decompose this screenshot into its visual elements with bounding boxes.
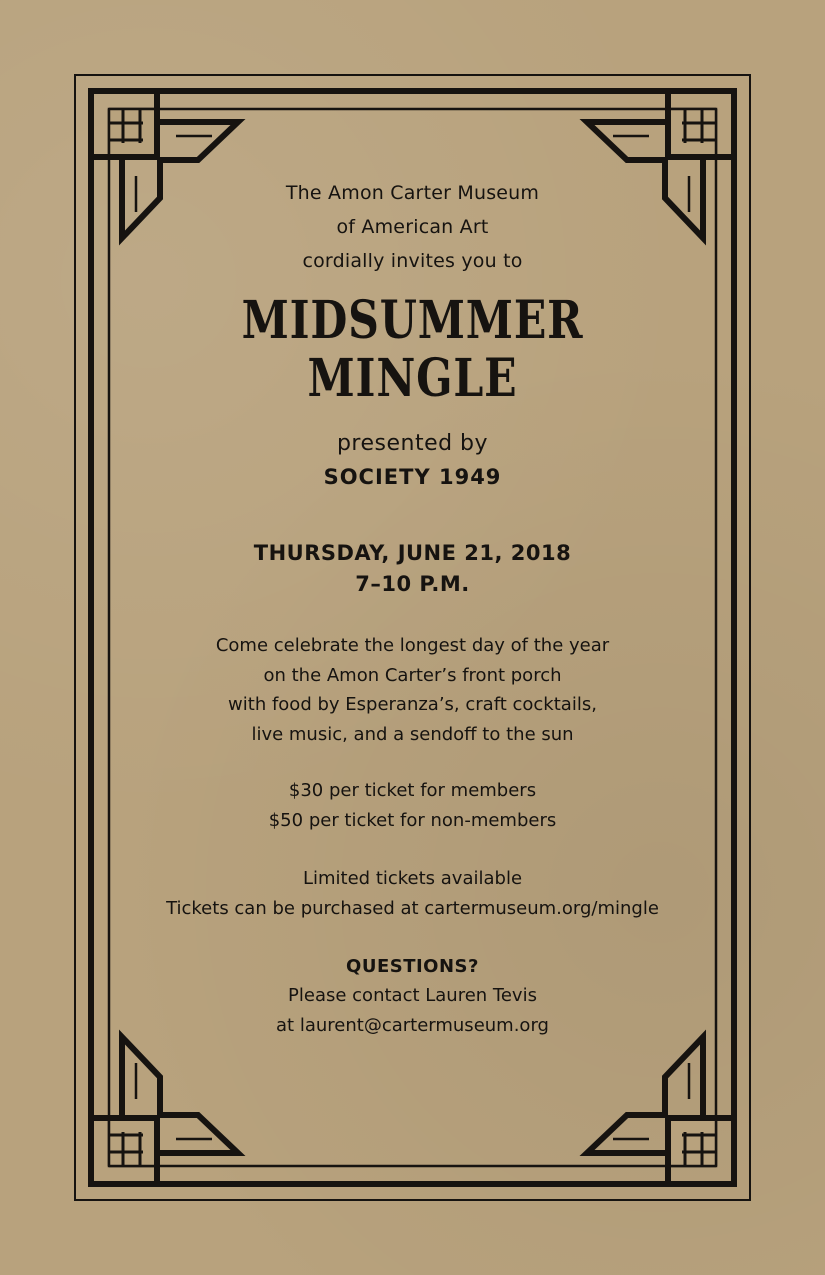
event-title: [100, 292, 725, 408]
intro-line: cordially invites you to: [302, 250, 523, 272]
intro-line: of American Art: [336, 216, 489, 238]
description-line: live music, and a sendoff to the sun: [251, 724, 574, 746]
event-time: 7–10 P.M.: [355, 572, 470, 596]
ticket-info: [100, 864, 725, 923]
event-title-line: MINGLE: [307, 348, 518, 409]
event-date: THURSDAY, JUNE 21, 2018: [253, 541, 572, 565]
price-line: $50 per ticket for non-members: [268, 809, 557, 831]
corner-ornament-bottom-left: [91, 1035, 240, 1184]
description-line: on the Amon Carter’s front porch: [263, 664, 562, 686]
ticket-line: Tickets can be purchased at cartermuseum.org/mingle: [166, 897, 659, 919]
questions-label: QUESTIONS?: [346, 956, 479, 977]
presenter-label: SOCIETY 1949: [323, 465, 502, 489]
price-line: $30 per ticket for members: [288, 780, 537, 801]
ticket-line: Limited tickets available: [302, 868, 523, 889]
intro-line: The Amon Carter Museum: [285, 182, 540, 204]
event-title-line: MIDSUMMER: [241, 290, 584, 351]
contact-line: Please contact Lauren Tevis: [288, 985, 537, 1006]
intro-text: [100, 176, 725, 278]
event-description: [100, 631, 725, 750]
event-datetime: [100, 538, 725, 600]
presenter-name: [100, 462, 725, 492]
ticket-prices: [100, 776, 725, 835]
contact-info: [100, 981, 725, 1040]
presented-by-label: presented by: [336, 431, 489, 456]
description-line: with food by Esperanza’s, craft cocktails,: [228, 694, 597, 716]
description-line: Come celebrate the longest day of the year: [215, 635, 610, 656]
presented-by: [100, 428, 725, 460]
contact-line: at laurent@cartermuseum.org: [276, 1014, 549, 1036]
questions-heading: [100, 952, 725, 982]
corner-ornament-bottom-right: [585, 1035, 734, 1184]
